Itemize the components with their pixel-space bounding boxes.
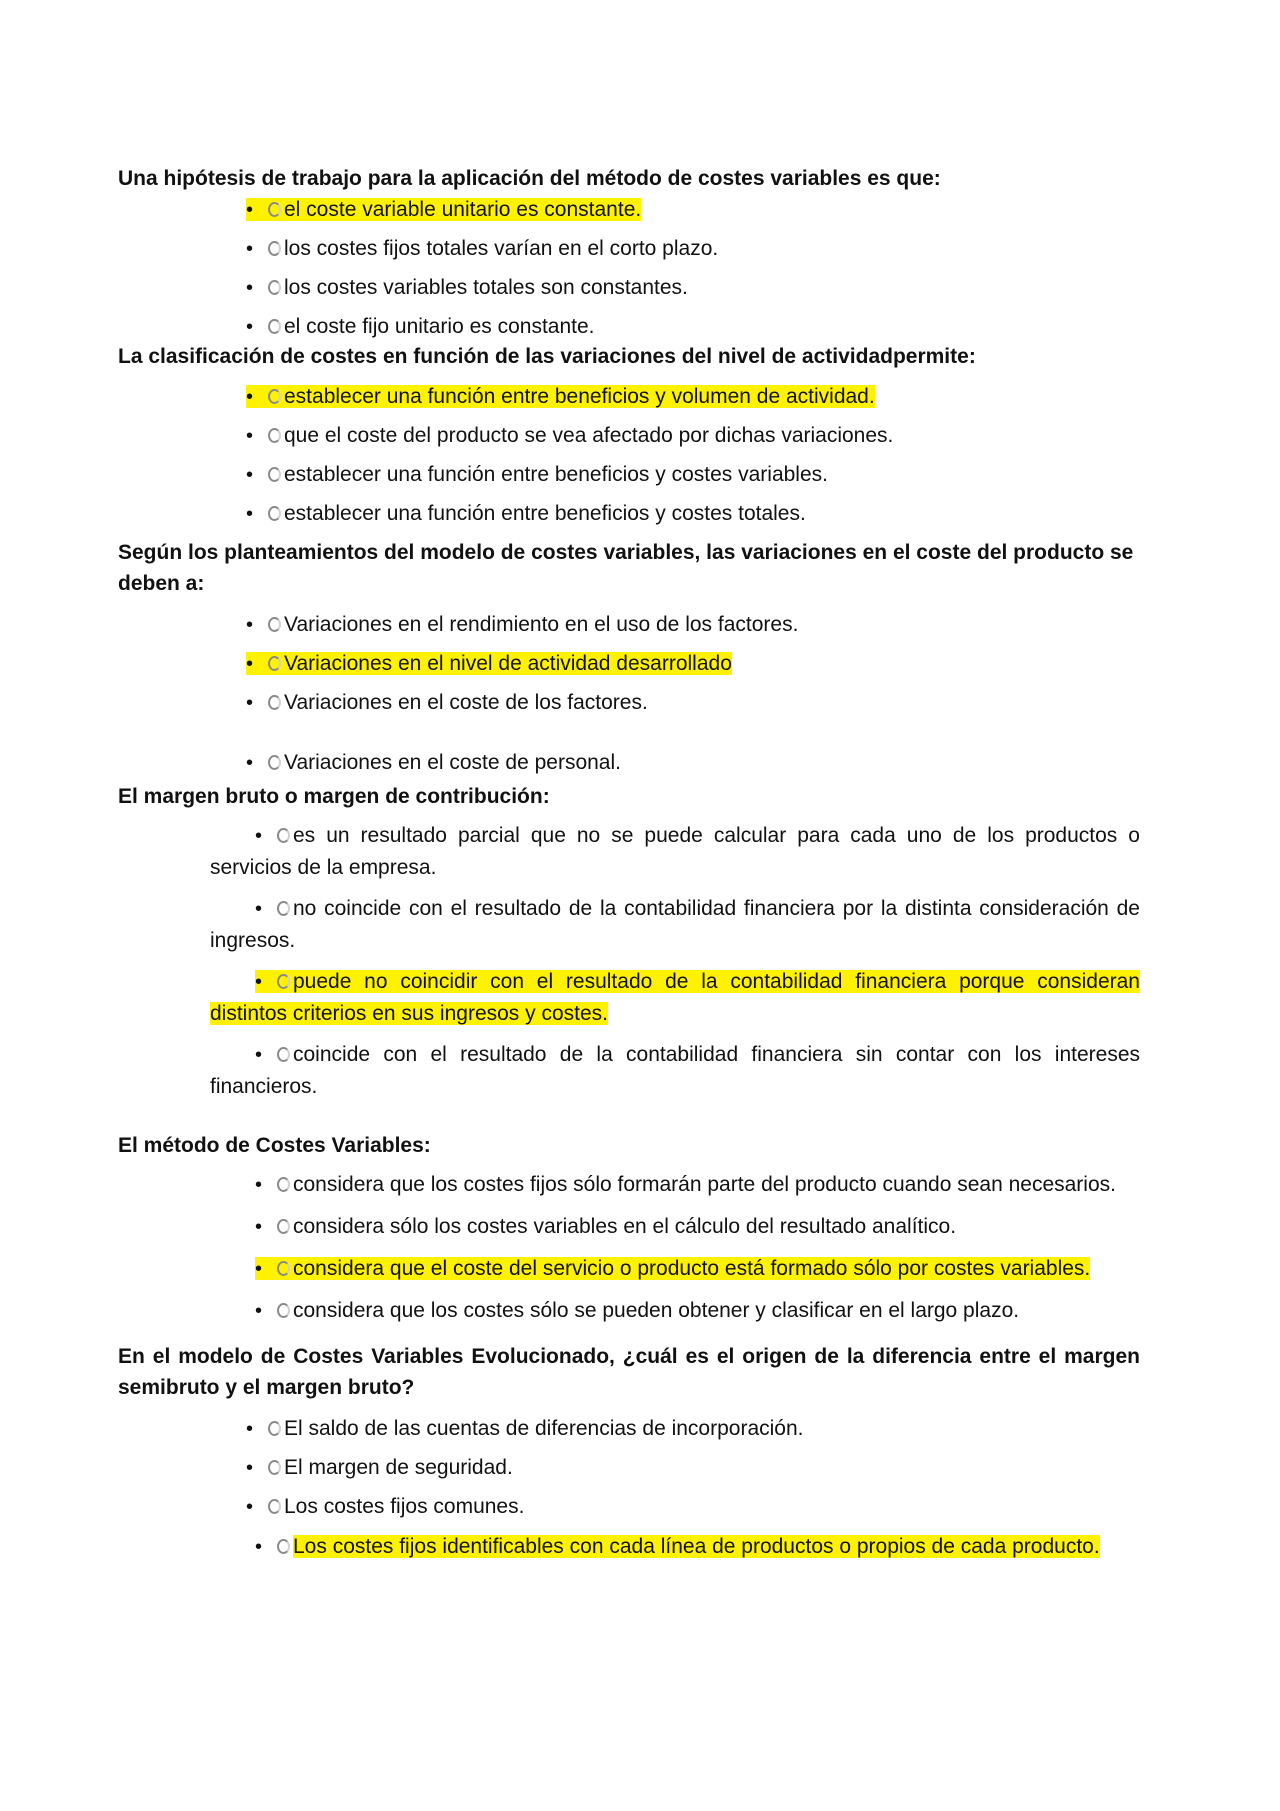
radio-icon[interactable] [277,1261,290,1276]
option-3-2[interactable]: • Variaciones en el nivel de actividad desarrollado [118,648,1140,680]
radio-icon[interactable] [277,1539,290,1554]
question-6: En el modelo de Costes Variables Evolucionado, ¿cuál es el origen de la diferencia entre el margen semibruto y el margen bruto? [118,1345,1140,1399]
radio-icon[interactable] [277,1219,290,1234]
option-5-3[interactable]: • considera que el coste del servicio o producto está formado sólo por costes variables. [118,1253,1140,1285]
radio-icon[interactable] [268,695,281,710]
option-3-1[interactable]: • Variaciones en el rendimiento en el uso de los factores. [118,609,1140,641]
option-2-1[interactable]: • establecer una función entre beneficios y volumen de actividad. [118,381,1140,413]
bullet-icon: • [246,277,254,299]
radio-icon[interactable] [268,506,281,521]
bullet-icon: • [255,1174,263,1196]
radio-icon[interactable] [268,755,281,770]
bullet-icon: • [246,316,254,338]
radio-icon[interactable] [268,617,281,632]
bullet-icon: • [246,1418,254,1440]
radio-icon[interactable] [277,1177,290,1192]
option-1-4[interactable]: • el coste fijo unitario es constante. [118,311,1140,343]
radio-icon[interactable] [268,202,281,217]
question-1: Una hipótesis de trabajo para la aplicación del método de costes variables es que: [118,167,941,190]
bullet-icon: • [246,503,254,525]
option-5-1[interactable]: • considera que los costes fijos sólo formarán parte del producto cuando sean necesarios. [118,1169,1140,1201]
option-1-3[interactable]: • los costes variables totales son constantes. [118,272,1140,304]
options-list-1 [118,194,1140,343]
radio-icon[interactable] [268,1499,281,1514]
radio-icon[interactable] [268,656,281,671]
question-4: El margen bruto o margen de contribución: [118,785,550,808]
document [118,163,1140,1573]
radio-icon[interactable] [277,1047,290,1062]
bullet-icon: • [246,614,254,636]
option-1-2[interactable]: • los costes fijos totales varían en el corto plazo. [118,233,1140,265]
bullet-icon: • [246,752,254,774]
bullet-icon: • [255,1258,263,1280]
option-6-2[interactable]: • El margen de seguridad. [118,1452,1140,1484]
radio-icon[interactable] [268,241,281,256]
option-4-1[interactable]: • es un resultado parcial que no se puede calcular para cada uno de los productos o servicios de la empresa. [118,820,1140,883]
bullet-icon: • [246,386,254,408]
bullet-icon: • [255,1300,263,1322]
options-list-4 [118,820,1140,1102]
radio-icon[interactable] [268,389,281,404]
bullet-icon: • [246,425,254,447]
option-4-2[interactable]: • no coincide con el resultado de la contabilidad financiera por la distinta consideración de ingresos. [118,893,1140,956]
bullet-icon: • [246,464,254,486]
option-6-3[interactable]: • Los costes fijos comunes. [118,1491,1140,1523]
bullet-icon: • [255,1044,263,1066]
options-list-6 [118,1413,1140,1563]
option-2-4[interactable]: • establecer una función entre beneficios y costes totales. [118,498,1140,530]
option-4-3[interactable]: • puede no coincidir con el resultado de la contabilidad financiera porque consideran distintos criterios en sus ingresos y costes. [118,966,1140,1029]
bullet-icon: • [246,238,254,260]
bullet-icon: • [255,1216,263,1238]
radio-icon[interactable] [268,319,281,334]
radio-icon[interactable] [268,1460,281,1475]
bullet-icon: • [255,898,263,920]
option-1-1[interactable]: • el coste variable unitario es constante. [118,194,1140,226]
radio-icon[interactable] [277,1303,290,1318]
radio-icon[interactable] [268,428,281,443]
bullet-icon: • [246,692,254,714]
radio-icon[interactable] [268,467,281,482]
bullet-icon: • [255,1536,263,1558]
option-5-2[interactable]: • considera sólo los costes variables en el cálculo del resultado analítico. [118,1211,1140,1243]
option-5-4[interactable]: • considera que los costes sólo se pueden obtener y clasificar en el largo plazo. [118,1295,1140,1327]
bullet-icon: • [246,1457,254,1479]
option-2-2[interactable]: • que el coste del producto se vea afectado por dichas variaciones. [118,420,1140,452]
bullet-icon: • [246,199,254,221]
bullet-icon: • [255,825,263,847]
option-4-4[interactable]: • coincide con el resultado de la contabilidad financiera sin contar con los intereses financieros. [118,1039,1140,1102]
question-5: El método de Costes Variables: [118,1134,431,1157]
radio-icon[interactable] [268,1421,281,1436]
radio-icon[interactable] [268,280,281,295]
option-3-4[interactable]: • Variaciones en el coste de personal. [118,747,1140,779]
question-3: Según los planteamientos del modelo de costes variables, las variaciones en el coste del producto se deben a: [118,541,1134,595]
option-2-3[interactable]: • establecer una función entre beneficios y costes variables. [118,459,1140,491]
radio-icon[interactable] [277,974,290,989]
option-3-3[interactable]: • Variaciones en el coste de los factores. [118,687,1140,719]
options-list-2 [118,381,1140,530]
radio-icon[interactable] [277,901,290,916]
radio-icon[interactable] [277,828,290,843]
question-2: La clasificación de costes en función de las variaciones del nivel de actividadpermite: [118,345,976,368]
options-list-5 [118,1169,1140,1327]
bullet-icon: • [246,653,254,675]
option-6-4[interactable]: • Los costes fijos identificables con cada línea de productos o propios de cada producto. [118,1531,1140,1563]
bullet-icon: • [255,971,263,993]
bullet-icon: • [246,1496,254,1518]
options-list-3 [118,609,1140,779]
option-6-1[interactable]: • El saldo de las cuentas de diferencias de incorporación. [118,1413,1140,1445]
